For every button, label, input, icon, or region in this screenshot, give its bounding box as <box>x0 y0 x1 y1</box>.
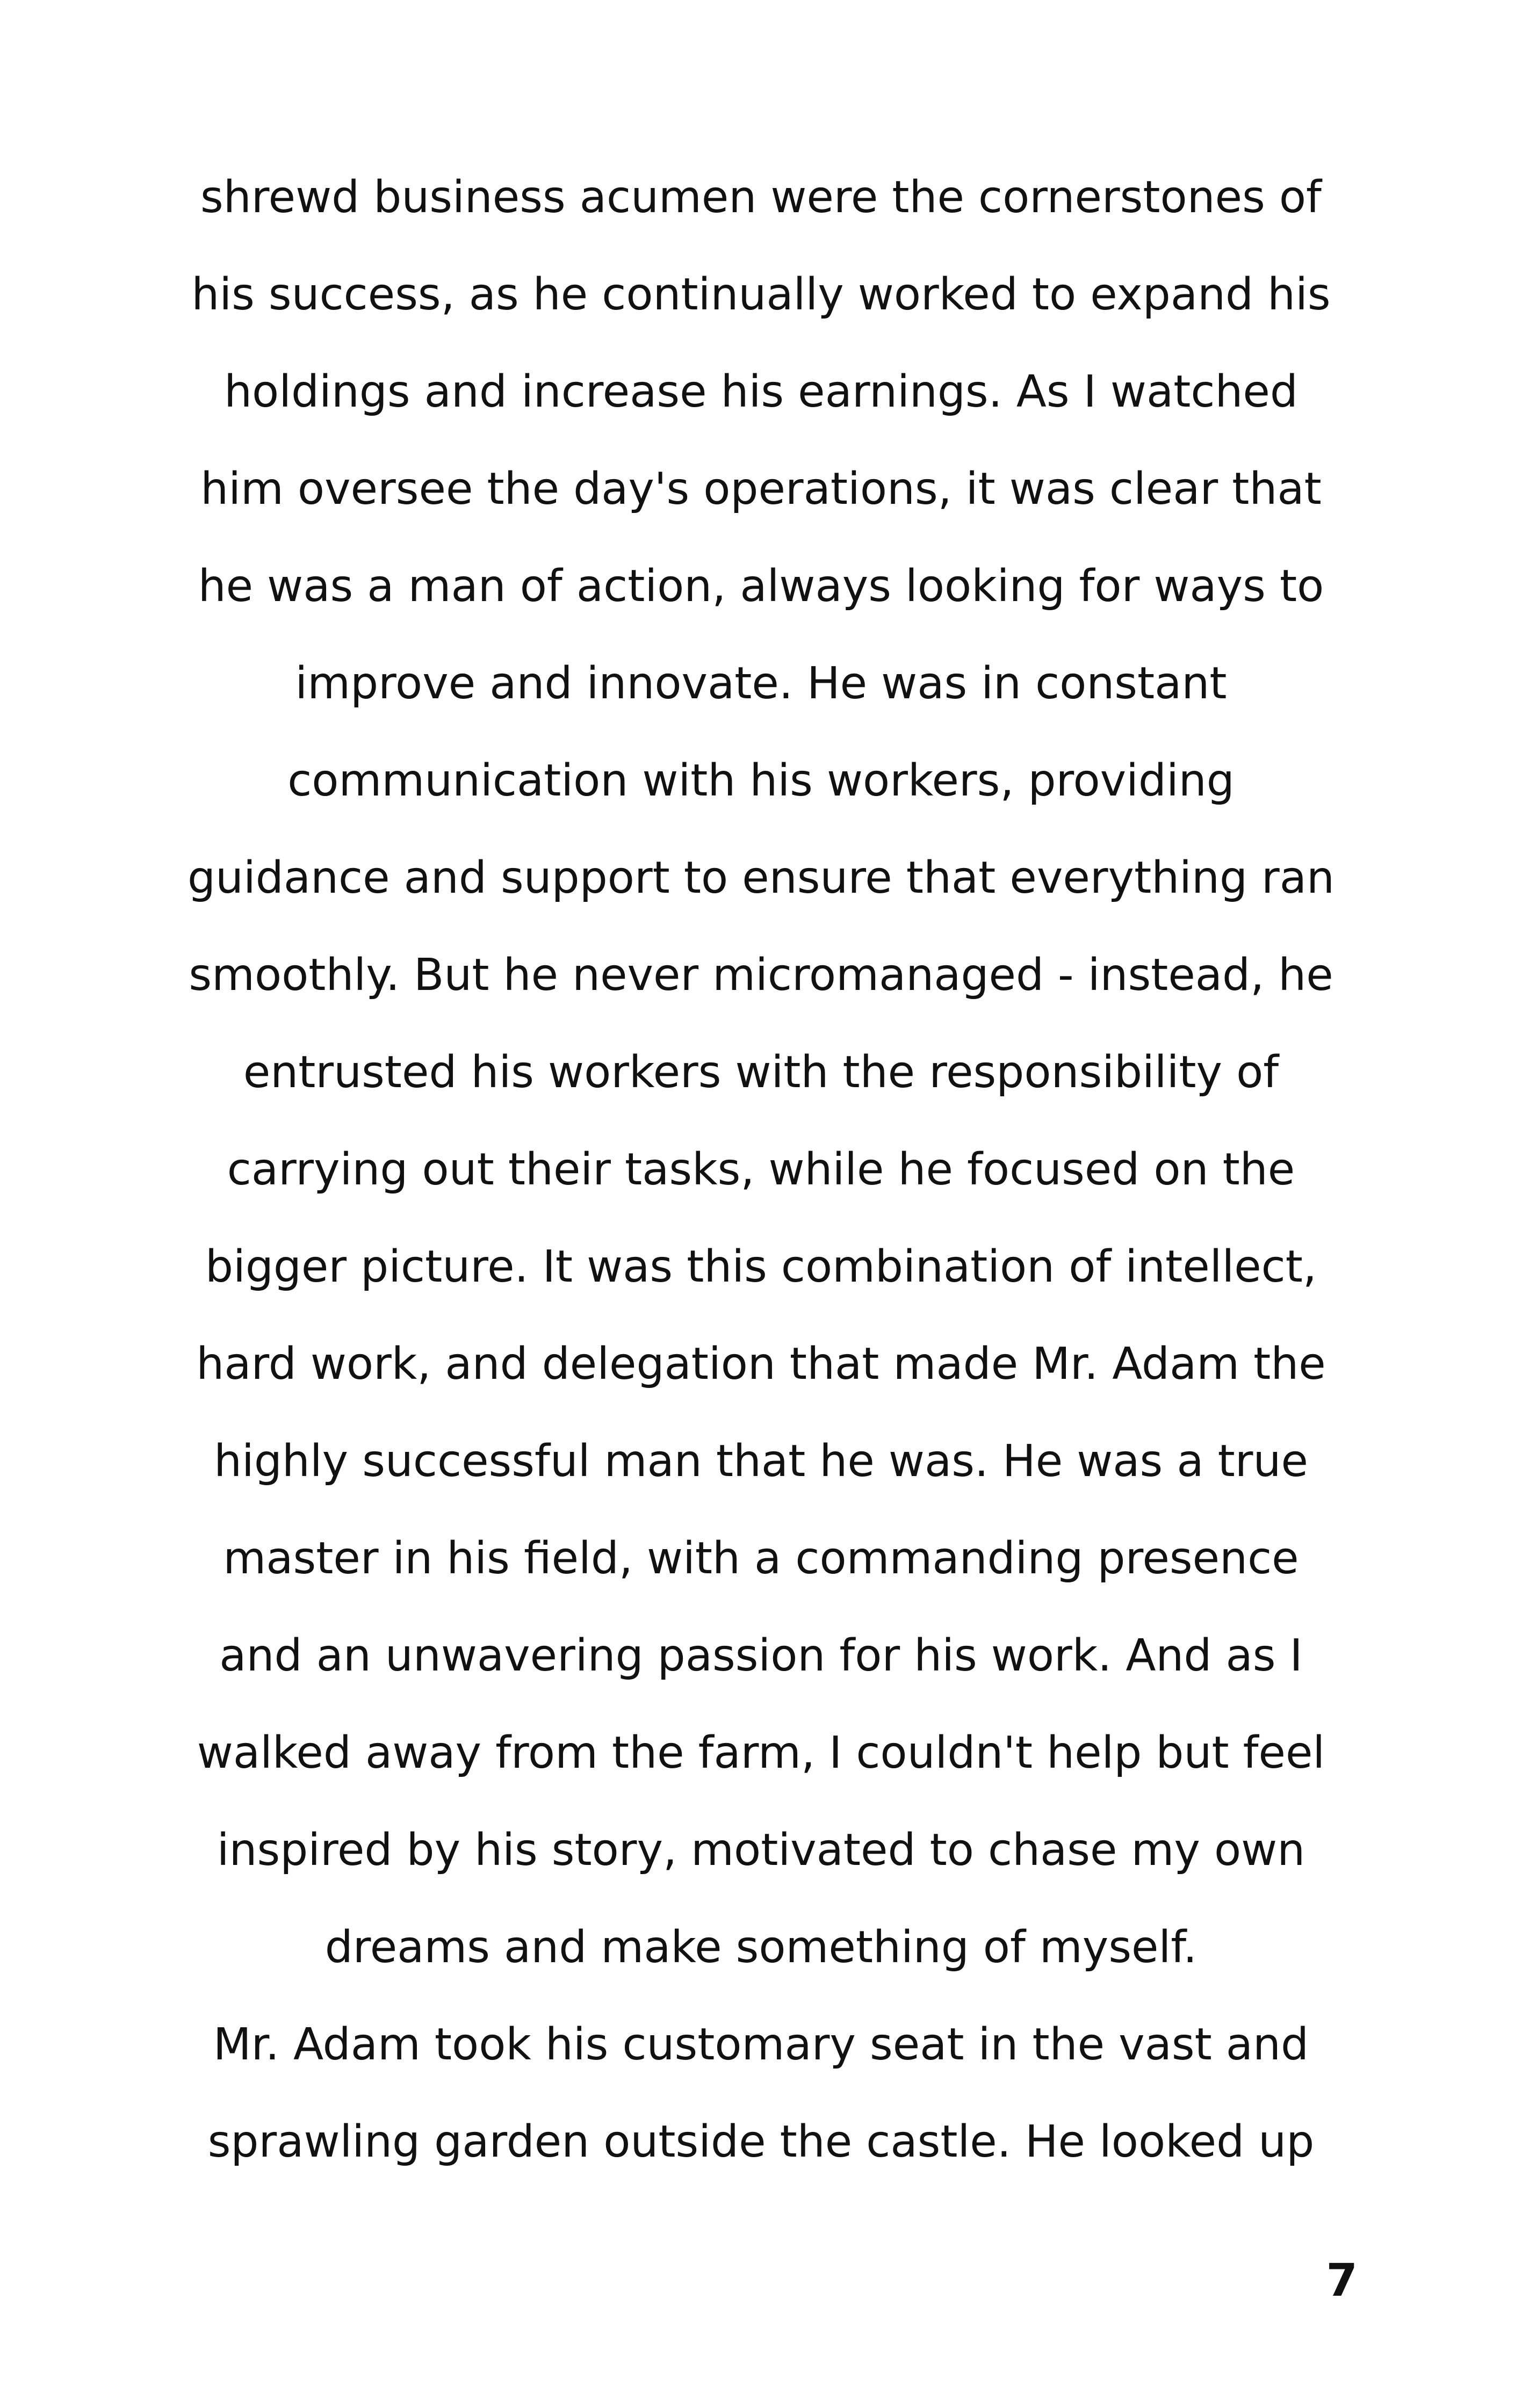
text-line: hard work, and delegation that made Mr. Adam the <box>196 1339 1326 1390</box>
text-line: inspired by his story, motivated to chase my own <box>217 1825 1305 1876</box>
text-line: entrusted his workers with the responsibility of <box>243 1047 1279 1098</box>
text-line: communication with his workers, providing <box>287 755 1235 806</box>
body-text <box>156 149 1366 2190</box>
text-line: improve and innovate. He was in constant <box>295 658 1227 709</box>
text-line: sprawling garden outside the castle. He looked up <box>207 2116 1315 2167</box>
text-line: he was a man of action, always looking for ways to <box>198 561 1324 612</box>
text-line: carrying out their tasks, while he focused on the <box>227 1144 1295 1195</box>
text-line: master in his field, with a commanding presence <box>223 1533 1299 1584</box>
text-line: his success, as he continually worked to expand his <box>191 269 1331 320</box>
text-line: smoothly. But he never micromanaged - instead, he <box>189 950 1333 1001</box>
text-line: holdings and increase his earnings. As I watched <box>224 366 1298 417</box>
page-number: 7 <box>1326 2254 1358 2306</box>
text-line: and an unwavering passion for his work. And as I <box>219 1630 1303 1681</box>
text-line: guidance and support to ensure that everything ran <box>187 852 1335 903</box>
text-line: bigger picture. It was this combination of intellect, <box>205 1241 1317 1292</box>
text-line: shrewd business acumen were the cornerstones of <box>200 172 1322 223</box>
text-line: Mr. Adam took his customary seat in the vast and <box>213 2019 1309 2070</box>
text-line: dreams and make something of myself. <box>324 1922 1198 1973</box>
text-line: highly successful man that he was. He was a true <box>214 1436 1308 1487</box>
text-line: him oversee the day's operations, it was clear that <box>200 464 1322 515</box>
text-line: walked away from the farm, I couldn't help but feel <box>197 1727 1325 1778</box>
